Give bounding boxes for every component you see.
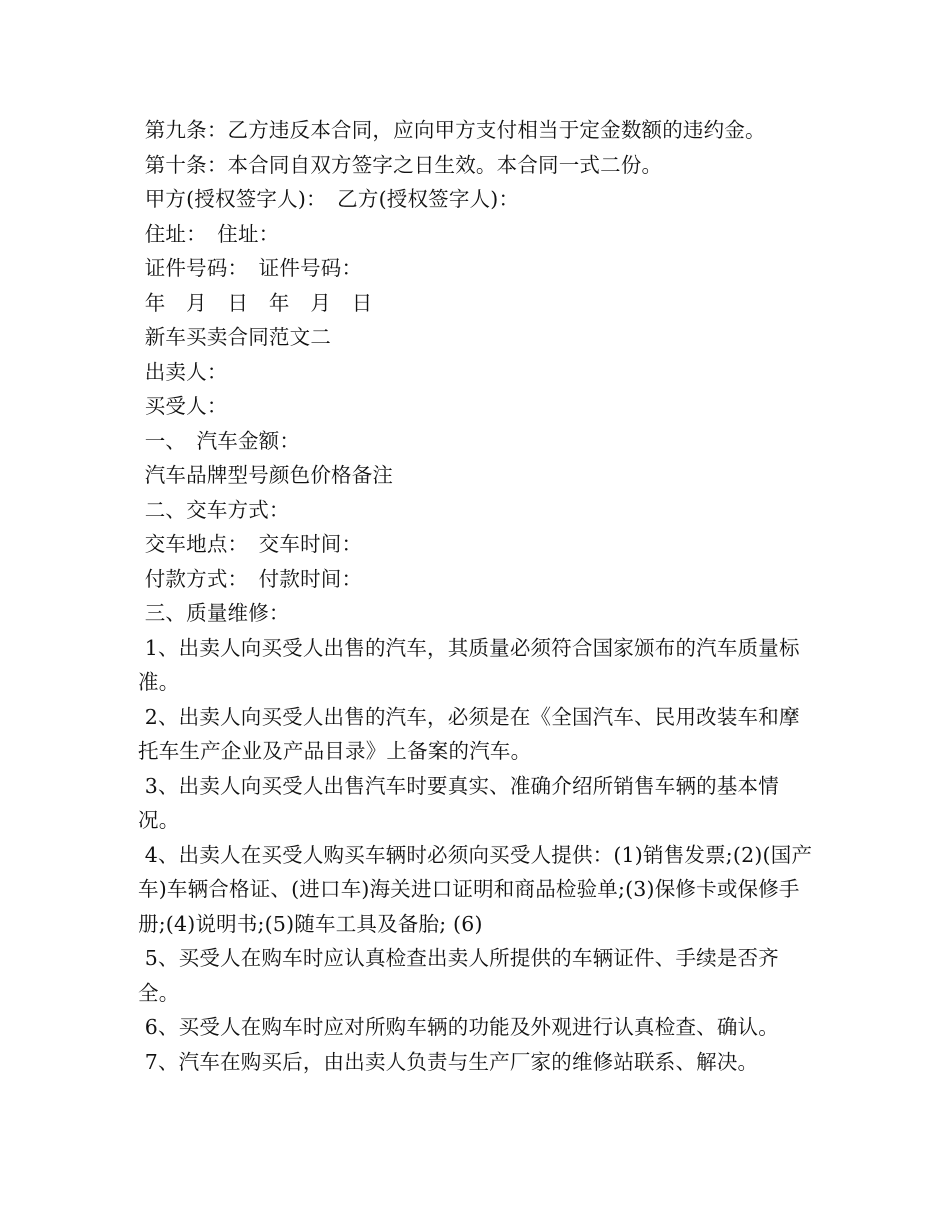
id-number-line: 证件号码： 证件号码： bbox=[138, 256, 363, 280]
quality-item-5: 5、买受人在购车时应认真检查出卖人所提供的车辆证件、手续是否齐全。 bbox=[138, 946, 779, 1005]
quality-item-2: 2、出卖人向买受人出售的汽车，必须是在《全国汽车、民用改装车和摩托车生产企业及产品目录》上备案的汽车。 bbox=[138, 704, 800, 763]
vehicle-fields-line: 汽车品牌型号颜色价格备注 bbox=[138, 463, 394, 487]
article-nine: 第九条：乙方违反本合同，应向甲方支付相当于定金数额的违约金。 bbox=[138, 118, 766, 142]
quality-item-6: 6、买受人在购车时应对所购车辆的功能及外观进行认真检查、确认。 bbox=[138, 1015, 779, 1039]
quality-item-1: 1、出卖人向买受人出售的汽车，其质量必须符合国家颁布的汽车质量标准。 bbox=[138, 635, 800, 694]
buyer-line: 买受人： bbox=[138, 394, 228, 418]
clause-heading-quality: 三、质量维修： bbox=[138, 601, 290, 625]
quality-item-3: 3、出卖人向买受人出售汽车时要真实、准确介绍所销售车辆的基本情况。 bbox=[138, 773, 779, 832]
address-line: 住址： 住址： bbox=[138, 221, 280, 246]
clause-heading-delivery: 二、交车方式： bbox=[138, 497, 290, 522]
payment-line: 付款方式： 付款时间： bbox=[138, 566, 363, 591]
seller-line: 出卖人： bbox=[138, 359, 228, 384]
section-title: 新车买卖合同范文二 bbox=[138, 325, 332, 349]
date-line: 年 月 日 年 月 日 bbox=[138, 290, 373, 315]
quality-item-4: 4、出卖人在买受人购买车辆时必须向买受人提供：(1)销售发票;(2)(国产车)车辆合格证、(进口车)海关进口证明和商品检验单;(3)保修卡或保修手册;(4)说明书;(5)随车工具及备胎; (6) bbox=[138, 842, 813, 936]
signatories-line: 甲方(授权签字人)： 乙方(授权签字人)： bbox=[138, 187, 520, 211]
document-body bbox=[138, 113, 818, 1079]
delivery-line: 交车地点： 交车时间： bbox=[138, 532, 363, 556]
clause-heading-amount: 一、 汽车金额： bbox=[138, 428, 301, 453]
article-ten: 第十条：本合同自双方签字之日生效。本合同一式二份。 bbox=[138, 152, 663, 177]
quality-item-7: 7、汽车在购买后，由出卖人负责与生产厂家的维修站联系、解决。 bbox=[138, 1049, 759, 1074]
